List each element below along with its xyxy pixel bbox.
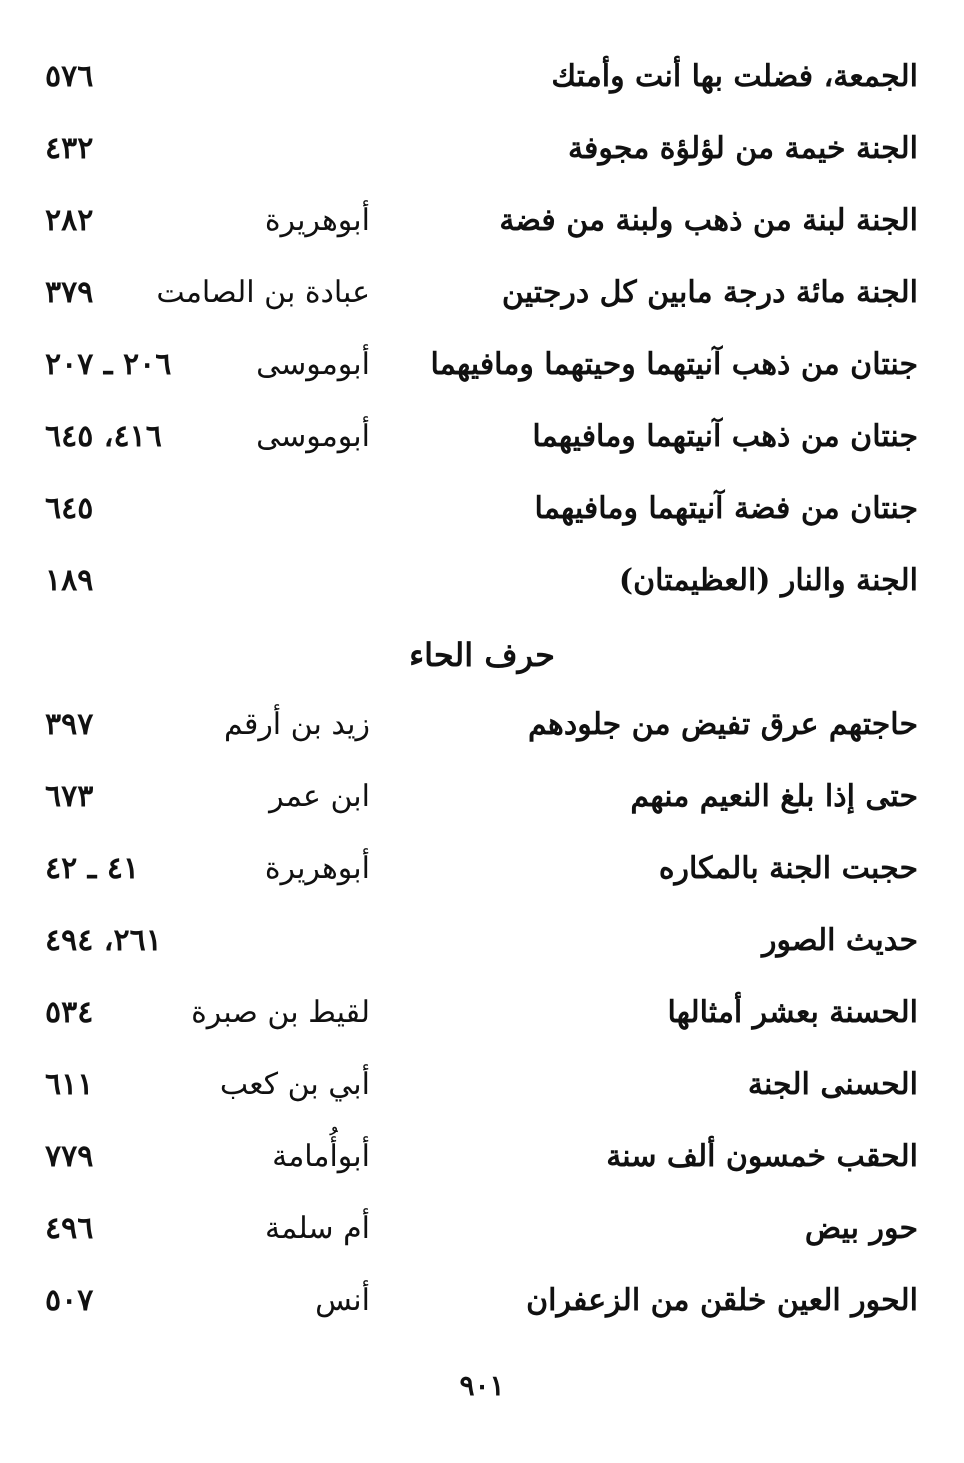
- index-row: [0, 1276, 964, 1348]
- narrator: أبوأُمامة: [272, 1139, 370, 1174]
- index-row: [0, 196, 964, 268]
- page-refs: ٢٨٢: [45, 203, 94, 238]
- page-refs: ٥٣٤: [45, 995, 94, 1030]
- page-refs: ٤١ ـ ٤٢: [45, 851, 140, 886]
- index-row: [0, 1204, 964, 1276]
- page-refs: ٦١١: [45, 1067, 94, 1102]
- page-refs: ١٨٩: [45, 563, 94, 598]
- hadith-text: الجنة مائة درجة مابين كل درجتين: [501, 275, 918, 310]
- index-row: [0, 772, 964, 844]
- narrator: عبادة بن الصامت: [156, 275, 370, 310]
- page-refs: ٣٧٩: [45, 275, 94, 310]
- hadith-text: جنتان من فضة آنيتهما ومافيهما: [534, 491, 918, 526]
- hadith-text: الجنة خيمة من لؤلؤة مجوفة: [567, 131, 918, 166]
- section-heading: حرف الحاء: [409, 636, 555, 674]
- page-refs: ٢٦١، ٤٩٤: [45, 923, 162, 958]
- narrator: أبوموسى: [256, 347, 370, 382]
- page-number: ٩٠١: [459, 1369, 505, 1402]
- page-refs: ٤٣٢: [45, 131, 94, 166]
- narrator: ابن عمر: [269, 779, 370, 814]
- narrator: أبوموسى: [256, 419, 370, 454]
- index-row: [0, 1060, 964, 1132]
- hadith-text: الجنة والنار (العظيمتان): [618, 563, 918, 598]
- page-refs: ٥٠٧: [45, 1283, 94, 1318]
- index-row: [0, 556, 964, 628]
- index-row: [0, 916, 964, 988]
- page-refs: ٦٧٣: [45, 779, 94, 814]
- hadith-text: الجنة لبنة من ذهب ولبنة من فضة: [499, 203, 918, 238]
- page-refs: ٢٠٦ ـ ٢٠٧: [45, 347, 172, 382]
- index-row: [0, 844, 964, 916]
- index-row: [0, 340, 964, 412]
- narrator: زيد بن أرقم: [224, 707, 370, 742]
- index-row: [0, 268, 964, 340]
- narrator: أم سلمة: [265, 1211, 370, 1246]
- narrator: أنس: [315, 1283, 370, 1318]
- index-row: [0, 124, 964, 196]
- page-refs: ٤٩٦: [45, 1211, 94, 1246]
- page-refs: ٥٧٦: [45, 59, 94, 94]
- index-row: [0, 52, 964, 124]
- hadith-text: جنتان من ذهب آنيتهما وحيتهما ومافيهما: [430, 347, 918, 382]
- hadith-text: حديث الصور: [761, 923, 918, 958]
- narrator: أبوهريرة: [264, 851, 370, 886]
- narrator: أبوهريرة: [264, 203, 370, 238]
- hadith-text: الحسنى الجنة: [747, 1067, 918, 1102]
- hadith-text: حاجتهم عرق تفيض من جلودهم: [528, 707, 918, 742]
- hadith-text: حجبت الجنة بالمكاره: [658, 851, 918, 886]
- index-row: [0, 988, 964, 1060]
- index-row: [0, 700, 964, 772]
- index-row: [0, 1132, 964, 1204]
- page-refs: ٦٤٥: [45, 491, 94, 526]
- page-refs: ٣٩٧: [45, 707, 94, 742]
- hadith-text: حور بيض: [804, 1211, 918, 1246]
- hadith-text: جنتان من ذهب آنيتهما ومافيهما: [532, 419, 918, 454]
- hadith-text: الحور العين خلقن من الزعفران: [526, 1283, 918, 1318]
- index-row: [0, 412, 964, 484]
- narrator: لقيط بن صبرة: [191, 995, 370, 1030]
- narrator: أبي بن كعب: [219, 1067, 370, 1102]
- index-row: [0, 484, 964, 556]
- hadith-text: الحقب خمسون ألف سنة: [606, 1139, 918, 1174]
- page-refs: ٤١٦، ٦٤٥: [45, 419, 162, 454]
- hadith-text: الجمعة، فضلت بها أنت وأمتك: [551, 59, 918, 94]
- hadith-text: الحسنة بعشر أمثالها: [667, 995, 918, 1030]
- page-refs: ٧٧٩: [45, 1139, 94, 1174]
- hadith-text: حتى إذا بلغ النعيم منهم: [630, 779, 918, 814]
